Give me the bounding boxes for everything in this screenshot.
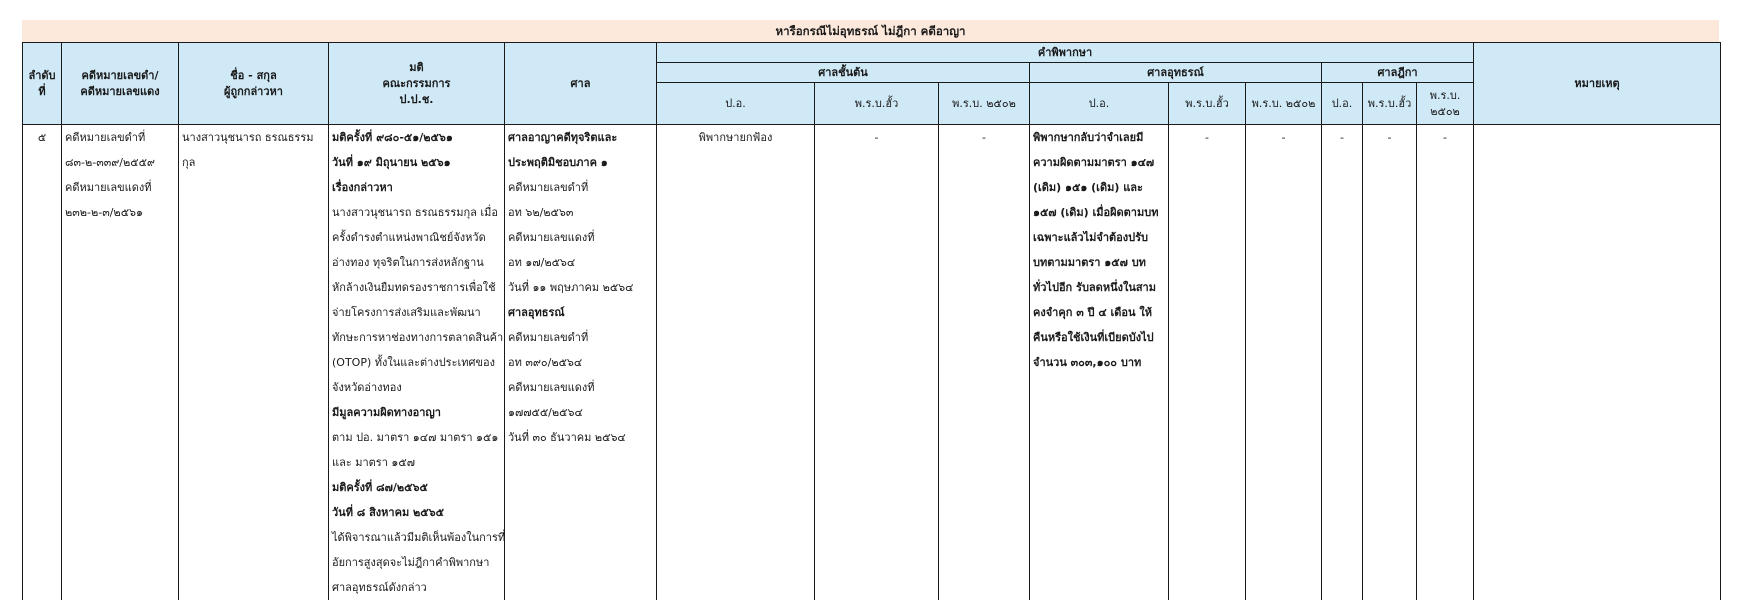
cell-appeal-pa: [1030, 125, 1169, 601]
appeal-verdict-line: ๑๕๗ (เดิม) เมื่อผิดตามบท: [1033, 206, 1159, 219]
header-first-prb-old: พ.ร.บ.ฮั้ว: [815, 83, 939, 125]
cell-order: ๕: [23, 125, 62, 601]
court-line: ศาลอาญาคดีทุจริตและ: [508, 131, 618, 144]
court-line: คดีหมายเลขดำที่: [508, 181, 589, 194]
resolution-line: มติครั้งที่ ๘๗/๒๕๖๕: [332, 481, 428, 494]
appeal-verdict-line: ทั่วไปอีก รับลดหนึ่งในสาม: [1033, 281, 1156, 294]
resolution-line: มติครั้งที่ ๙๘๐-๕๑/๒๕๖๑: [332, 131, 453, 144]
appeal-verdict-line: เฉพาะแล้วไม่จำต้องปรับ: [1033, 231, 1148, 244]
court-line: คดีหมายเลขแดงที่: [508, 381, 595, 394]
cell-court: [505, 125, 657, 601]
resolution-line: อ่างทอง ทุจริตในการส่งหลักฐาน: [332, 256, 484, 269]
header-appeal-prb-2502: พ.ร.บ. ๒๕๐๒: [1246, 83, 1322, 125]
court-line: ศาลอุทธรณ์: [508, 306, 565, 319]
cell-first-pa: พิพากษายกฟ้อง: [657, 125, 815, 601]
header-appeal-pa: ป.อ.: [1030, 83, 1169, 125]
appeal-verdict-line: (เดิม) ๑๕๑ (เดิม) และ: [1033, 181, 1143, 194]
court-line: ๑๗๗๕๕/๒๕๖๔: [508, 406, 583, 419]
table-row: [23, 125, 1721, 601]
cell-supreme-prb-old: -: [1363, 125, 1417, 601]
cell-supreme-prb-2502: -: [1417, 125, 1474, 601]
resolution-line: วันที่ ๘ สิงหาคม ๒๕๖๕: [332, 506, 444, 519]
resolution-line: ศาลอุทธรณ์ดังกล่าว: [332, 581, 427, 594]
sheet-banner: หารือกรณีไม่อุทธรณ์ ไม่ฎีกา คดีอาญา: [22, 20, 1719, 42]
resolution-line: ตาม ปอ. มาตรา ๑๔๗ มาตรา ๑๕๑: [332, 431, 499, 444]
header-first-pa: ป.อ.: [657, 83, 815, 125]
resolution-line: จ่ายโครงการส่งเสริมและพัฒนา: [332, 306, 481, 319]
resolution-line: หักล้างเงินยืมทดรองราชการเพื่อใช้: [332, 281, 496, 294]
header-verdict: คำพิพากษา: [657, 43, 1474, 63]
appeal-verdict-line: คงจำคุก ๓ ปี ๔ เดือน ให้: [1033, 306, 1152, 319]
resolution-line: เรื่องกล่าวหา: [332, 181, 393, 194]
header-supreme-court: ศาลฎีกา: [1322, 63, 1474, 83]
resolution-line: ได้พิจารณาแล้วมีมติเห็นพ้องในการที่: [332, 531, 506, 544]
resolution-line: วันที่ ๑๙ มิถุนายน ๒๕๖๑: [332, 156, 451, 169]
cell-appeal-prb-old: -: [1169, 125, 1246, 601]
resolution-line: มีมูลความผิดทางอาญา: [332, 406, 441, 419]
court-line: วันที่ ๑๑ พฤษภาคม ๒๕๖๔: [508, 281, 634, 294]
cell-resolution: [329, 125, 505, 601]
cell-first-prb-old: -: [815, 125, 939, 601]
cell-first-prb-2502: -: [939, 125, 1030, 601]
header-supreme-pa: ป.อ.: [1322, 83, 1363, 125]
header-first-court: ศาลชั้นต้น: [657, 63, 1030, 83]
appeal-verdict-line: จำนวน ๓๐๓,๑๐๐ บาท: [1033, 356, 1142, 369]
resolution-line: ครั้งดำรงตำแหน่งพาณิชย์จังหวัด: [332, 231, 486, 244]
header-supreme-prb-2502: พ.ร.บ. ๒๕๐๒: [1417, 83, 1474, 125]
appeal-verdict-line: บทตามมาตรา ๑๕๗ บท: [1033, 256, 1146, 269]
header-order: ลำดับ ที่: [23, 43, 62, 125]
header-case-no: คดีหมายเลขดำ/ คดีหมายเลขแดง: [62, 43, 179, 125]
cell-supreme-pa: -: [1322, 125, 1363, 601]
cell-appeal-prb-2502: -: [1246, 125, 1322, 601]
appeal-verdict-line: ความผิดตามมาตรา ๑๔๗: [1033, 156, 1155, 169]
resolution-line: อัยการสูงสุดจะไม่ฎีกาคำพิพากษา: [332, 556, 490, 569]
appeal-verdict-line: คืนหรือใช้เงินที่เบียดบังไป: [1033, 331, 1154, 344]
cell-name: นางสาวนุชนารถ ธรณธรรมกุล: [179, 125, 329, 601]
cell-remark: [1474, 125, 1721, 601]
resolution-line: จังหวัดอ่างทอง: [332, 381, 402, 394]
case-table: [22, 42, 1721, 600]
court-line: คดีหมายเลขแดงที่: [508, 231, 595, 244]
header-court: ศาล: [505, 43, 657, 125]
court-line: คดีหมายเลขดำที่: [508, 331, 589, 344]
header-remark: หมายเหตุ: [1474, 43, 1721, 125]
appeal-verdict-line: พิพากษากลับว่าจำเลยมี: [1033, 131, 1144, 144]
court-line: อท ๓๙๐/๒๕๖๔: [508, 356, 583, 369]
header-appeal-prb-old: พ.ร.บ.ฮั้ว: [1169, 83, 1246, 125]
header-name: ชื่อ - สกุล ผู้ถูกกล่าวหา: [179, 43, 329, 125]
header-supreme-prb-old: พ.ร.บ.ฮั้ว: [1363, 83, 1417, 125]
court-line: ประพฤติมิชอบภาค ๑: [508, 156, 608, 169]
resolution-line: ทักษะการหาช่องทางการตลาดสินค้า: [332, 331, 504, 344]
header-appeal-court: ศาลอุทธรณ์: [1030, 63, 1322, 83]
header-resolution: มติ คณะกรรมการ ป.ป.ช.: [329, 43, 505, 125]
court-line: อท ๖๒/๒๕๖๓: [508, 206, 574, 219]
cell-case-no: คดีหมายเลขดำที่ ๘๓-๒-๓๓๙/๒๕๕๙ คดีหมายเลขแดงที่ ๒๓๒-๒-๓/๒๕๖๑: [62, 125, 179, 601]
court-line: อท ๑๗/๒๕๖๔: [508, 256, 576, 269]
resolution-line: (OTOP) ทั้งในและต่างประเทศของ: [332, 356, 495, 369]
court-line: วันที่ ๓๐ ธันวาคม ๒๕๖๔: [508, 431, 626, 444]
header-first-prb-2502: พ.ร.บ. ๒๕๐๒: [939, 83, 1030, 125]
resolution-line: และ มาตรา ๑๕๗: [332, 456, 415, 469]
resolution-line: นางสาวนุชนารถ ธรณธรรมกุล เมื่อ: [332, 206, 499, 219]
